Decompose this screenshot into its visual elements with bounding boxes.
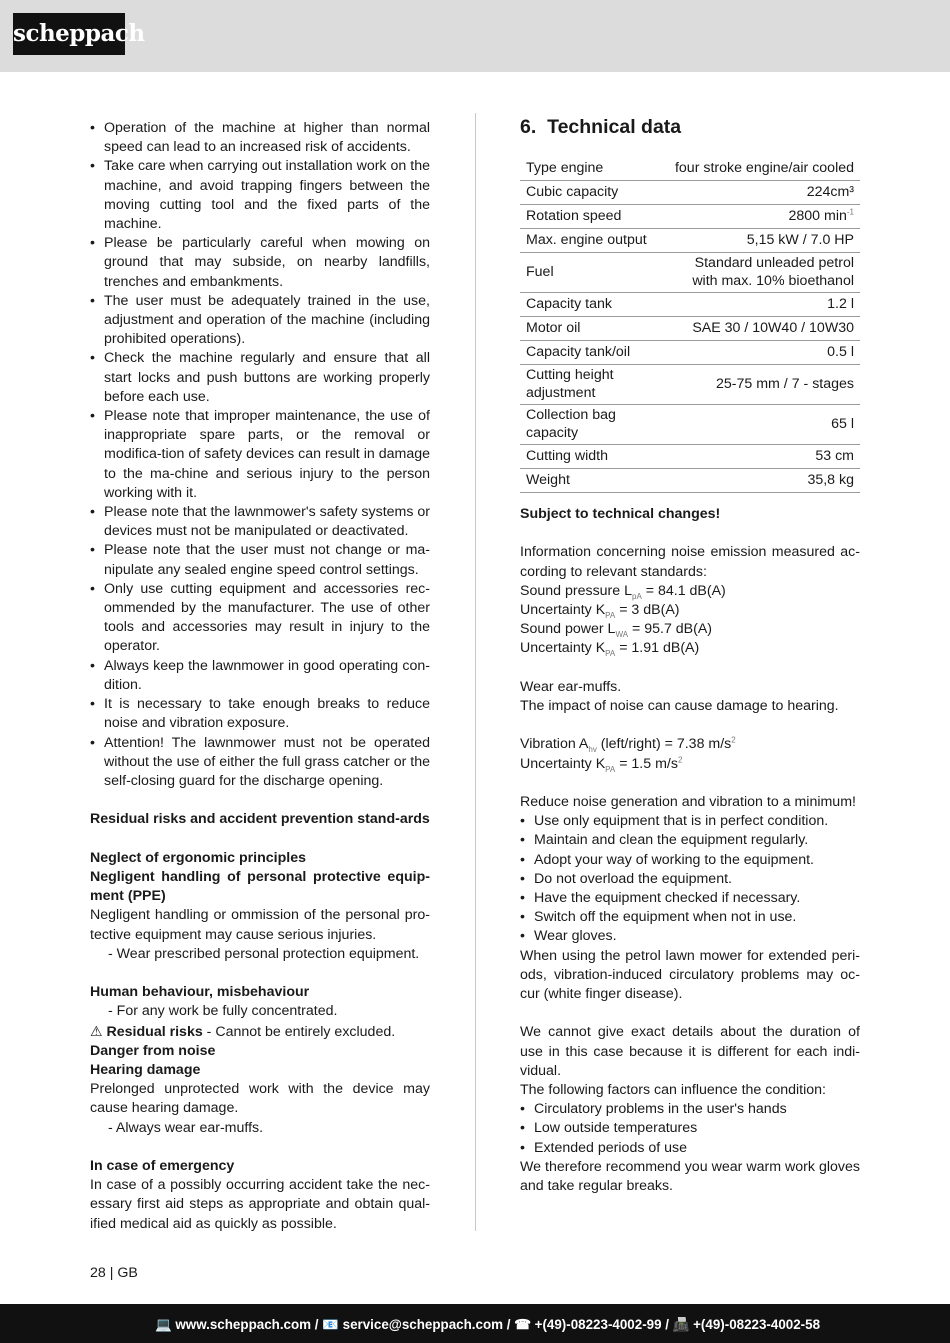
section-number: 6. <box>520 116 537 138</box>
residual-heading: Residual risks and accident prevention stand-ards <box>90 811 430 828</box>
sound-pressure <box>520 582 860 601</box>
spec-value <box>659 205 860 229</box>
table-row <box>520 253 860 293</box>
residual-risks-label: Residual risks <box>106 1023 203 1040</box>
ppe-text: Negligent handling or ommission of the personal pro-tective equipment may cause serious injuries. <box>90 907 430 943</box>
spec-label-line1: Collection bag <box>526 407 616 423</box>
safety-bullet-list <box>90 119 430 791</box>
list-item: • Switch off the equipment when not in use. <box>520 908 860 927</box>
list-item: • The user must be adequately trained in the use, adjustment and operation of the machine (including prohibited operations). <box>90 292 430 350</box>
spec-label-line2: adjustment <box>526 384 596 401</box>
spec-value: 65 l <box>659 405 860 445</box>
table-row <box>520 317 860 341</box>
section-title-text: Technical data <box>547 116 682 138</box>
page-header <box>0 0 950 72</box>
noise-intro: Information concerning noise emission measured ac-cording to relevant standards: <box>520 544 860 580</box>
wear-earmuffs: Wear ear-muffs. <box>520 678 622 695</box>
spec-value: 1.2 l <box>659 293 860 317</box>
section-title <box>520 116 860 138</box>
sound-power <box>520 620 860 639</box>
spec-value-sup: -1 <box>846 207 854 217</box>
spec-label <box>520 405 659 445</box>
list-item: • Circulatory problems in the user's hands <box>520 1100 860 1119</box>
list-item: • Only use cutting equipment and accessories rec-ommended by the manufacturer. The use of other tools and accessories may result in injury to the operator. <box>90 580 430 657</box>
spec-value: 35,8 kg <box>659 469 860 493</box>
table-row <box>520 365 860 405</box>
vibration-value: (left/right) = 7.38 m/s <box>596 736 732 753</box>
spec-label-line1: Cutting height <box>526 367 614 383</box>
human-item: - For any work be fully concentrated. <box>108 1003 338 1020</box>
uncertainty-sub: PA <box>605 610 616 620</box>
page-language: GB <box>117 1265 138 1281</box>
spec-label: Max. engine output <box>520 229 659 253</box>
uncertainty-text: Uncertainty K <box>520 602 606 618</box>
brand-logo: scheppach <box>13 13 125 55</box>
warning-icon: ⚠ <box>90 1022 103 1039</box>
table-row <box>520 445 860 469</box>
sound-power-text: Sound power L <box>520 621 616 638</box>
vibration-sub: hv <box>588 745 597 755</box>
spec-label: Weight <box>520 469 659 493</box>
spec-label: Cutting width <box>520 445 659 469</box>
spec-value: four stroke engine/air cooled <box>659 157 860 181</box>
uncertainty-sub: PA <box>605 649 616 659</box>
uncertainty-sup: 2 <box>677 754 683 764</box>
list-item: • Maintain and clean the equipment regularly. <box>520 831 860 850</box>
spec-label-line2: capacity <box>526 424 579 441</box>
vibration <box>520 735 860 754</box>
hearing-text: Prelonged unprotected work with the device may cause hearing damage. <box>90 1081 430 1117</box>
sound-power-value: = 95.7 dB(A) <box>628 621 713 638</box>
spec-value: 224cm³ <box>659 181 860 205</box>
left-column <box>90 119 430 1234</box>
noise-heading: Danger from noise <box>90 1042 216 1059</box>
list-item: • Use only equipment that is in perfect condition. <box>520 812 860 831</box>
emergency-heading: In case of emergency <box>90 1157 235 1174</box>
reduce-bullet-list <box>520 812 860 946</box>
spec-label <box>520 365 659 405</box>
human-heading: Human behaviour, misbehaviour <box>90 984 310 1001</box>
technical-data-table <box>520 157 860 493</box>
residual-risks-text: - Cannot be entirely excluded. <box>202 1023 396 1040</box>
ppe-heading: Negligent handling of personal protective equip-ment (PPE) <box>90 868 430 905</box>
list-item: • Wear gloves. <box>520 927 860 946</box>
page-footer <box>0 1304 950 1343</box>
hearing-heading: Hearing damage <box>90 1061 201 1078</box>
sound-pressure-value: = 84.1 dB(A) <box>641 582 726 599</box>
emergency-text: In case of a possibly occurring accident take the nec-essary first aid steps as appropriate and obtain qual-ified medical aid as quickly as possible. <box>90 1177 430 1232</box>
uncertainty-pa-2 <box>520 639 860 658</box>
recommend-text: We therefore recommend you wear warm work gloves and take regular breaks. <box>520 1158 860 1195</box>
sound-power-sub: WA <box>615 630 629 640</box>
duration-text: We cannot give exact details about the duration of use in this case because it is different for each indi-vidual. <box>520 1024 860 1079</box>
spec-label: Rotation speed <box>520 205 659 229</box>
uncertainty-text: Uncertainty K <box>520 755 606 772</box>
factors-bullet-list <box>520 1100 860 1158</box>
page-number-value: 28 <box>90 1265 106 1281</box>
reduce-heading: Reduce noise generation and vibration to a minimum! <box>520 793 856 810</box>
list-item: • Always keep the lawnmower in good operating con-dition. <box>90 657 430 695</box>
list-item: • Please note that improper maintenance, the use of inappropriate spare parts, or the removal or modifica-tion of safety devices can result in damage to the ma-chine and serious injury to the person working with it. <box>90 407 430 503</box>
right-column <box>520 116 860 1196</box>
list-item: • Check the machine regularly and ensure that all start locks and push buttons are working properly before each use. <box>90 349 430 407</box>
table-row <box>520 405 860 445</box>
spec-value: 25-75 mm / 7 - stages <box>659 365 860 405</box>
table-row <box>520 469 860 493</box>
vibration-text: Vibration A <box>520 736 589 753</box>
spec-value: 53 cm <box>659 445 860 469</box>
uncertainty-pa-1 <box>520 601 860 620</box>
spec-value <box>659 253 860 293</box>
table-row <box>520 341 860 365</box>
list-item: • Adopt your way of working to the equipment. <box>520 851 860 870</box>
list-item: • Please be particularly careful when mowing on ground that may subside, on nearby landfills, trenches and embankments. <box>90 234 430 292</box>
sound-pressure-sub: pA <box>632 591 642 601</box>
spec-value: 0.5 l <box>659 341 860 365</box>
list-item: • Low outside temperatures <box>520 1119 860 1138</box>
list-item: • Do not overload the equipment. <box>520 870 860 889</box>
list-item: • Have the equipment checked if necessary. <box>520 889 860 908</box>
uncertainty-text: Uncertainty K <box>520 640 606 657</box>
spec-label: Capacity tank/oil <box>520 341 659 365</box>
noise-impact: The impact of noise can cause damage to hearing. <box>520 698 839 714</box>
list-item: • Please note that the lawnmower's safety systems or devices must not be manipulated or deactivated. <box>90 503 430 541</box>
spec-value-text: 2800 min <box>788 207 847 224</box>
spec-label: Cubic capacity <box>520 181 659 205</box>
spec-value: 5,15 kW / 7.0 HP <box>659 229 860 253</box>
list-item: • Please note that the user must not change or ma-nipulate any sealed engine speed control settings. <box>90 541 430 579</box>
subject-changes-note: Subject to technical changes! <box>520 506 721 522</box>
ergonomic-heading: Neglect of ergonomic principles <box>90 849 307 866</box>
list-item: • Take care when carrying out installation work on the machine, and avoid trapping fingers between the moving cutting tool and the fixed parts of the machine. <box>90 157 430 234</box>
page-number-separator: | <box>109 1265 114 1281</box>
ppe-item: - Wear prescribed personal protection equipment. <box>108 945 420 962</box>
table-row <box>520 229 860 253</box>
sound-pressure-text: Sound pressure L <box>520 582 632 599</box>
spec-value-line1: Standard unleaded petrol <box>694 255 854 271</box>
uncertainty-sub: PA <box>605 764 616 774</box>
footer-contact: 💻 www.scheppach.com / 📧 service@scheppach.com / ☎ +(49)-08223-4002-99 / 📠 +(49)-08223-4002-58 <box>155 1317 821 1332</box>
petrol-text: When using the petrol lawn mower for extended peri-ods, vibration-induced circulatory problems may oc-cur (white finger disease). <box>520 947 860 1003</box>
spec-label: Type engine <box>520 157 659 181</box>
table-row <box>520 293 860 317</box>
list-item: • Attention! The lawnmower must not be operated without the use of either the full grass catcher or the self-closing guard for the discharge opening. <box>90 734 430 792</box>
uncertainty-vibration <box>520 755 860 774</box>
spec-value-line2: with max. 10% bioethanol <box>692 272 854 289</box>
list-item: • Extended periods of use <box>520 1139 860 1158</box>
uncertainty-value: = 3 dB(A) <box>615 602 680 618</box>
spec-label: Capacity tank <box>520 293 659 317</box>
uncertainty-value: = 1.91 dB(A) <box>615 640 700 657</box>
spec-label: Motor oil <box>520 317 659 341</box>
uncertainty-value: = 1.5 m/s <box>615 755 678 772</box>
spec-label: Fuel <box>520 253 659 293</box>
residual-risks-line <box>90 1022 430 1042</box>
table-row <box>520 181 860 205</box>
spec-value: SAE 30 / 10W40 / 10W30 <box>659 317 860 341</box>
column-divider <box>475 113 476 1231</box>
table-row <box>520 205 860 229</box>
hearing-item: - Always wear ear-muffs. <box>108 1119 264 1136</box>
factors-intro: The following factors can influence the condition: <box>520 1082 827 1099</box>
table-row <box>520 157 860 181</box>
page-number <box>90 1264 138 1283</box>
list-item: • Operation of the machine at higher than normal speed can lead to an increased risk of accidents. <box>90 119 430 157</box>
list-item: • It is necessary to take enough breaks to reduce noise and vibration exposure. <box>90 695 430 733</box>
vibration-sup: 2 <box>731 735 736 745</box>
